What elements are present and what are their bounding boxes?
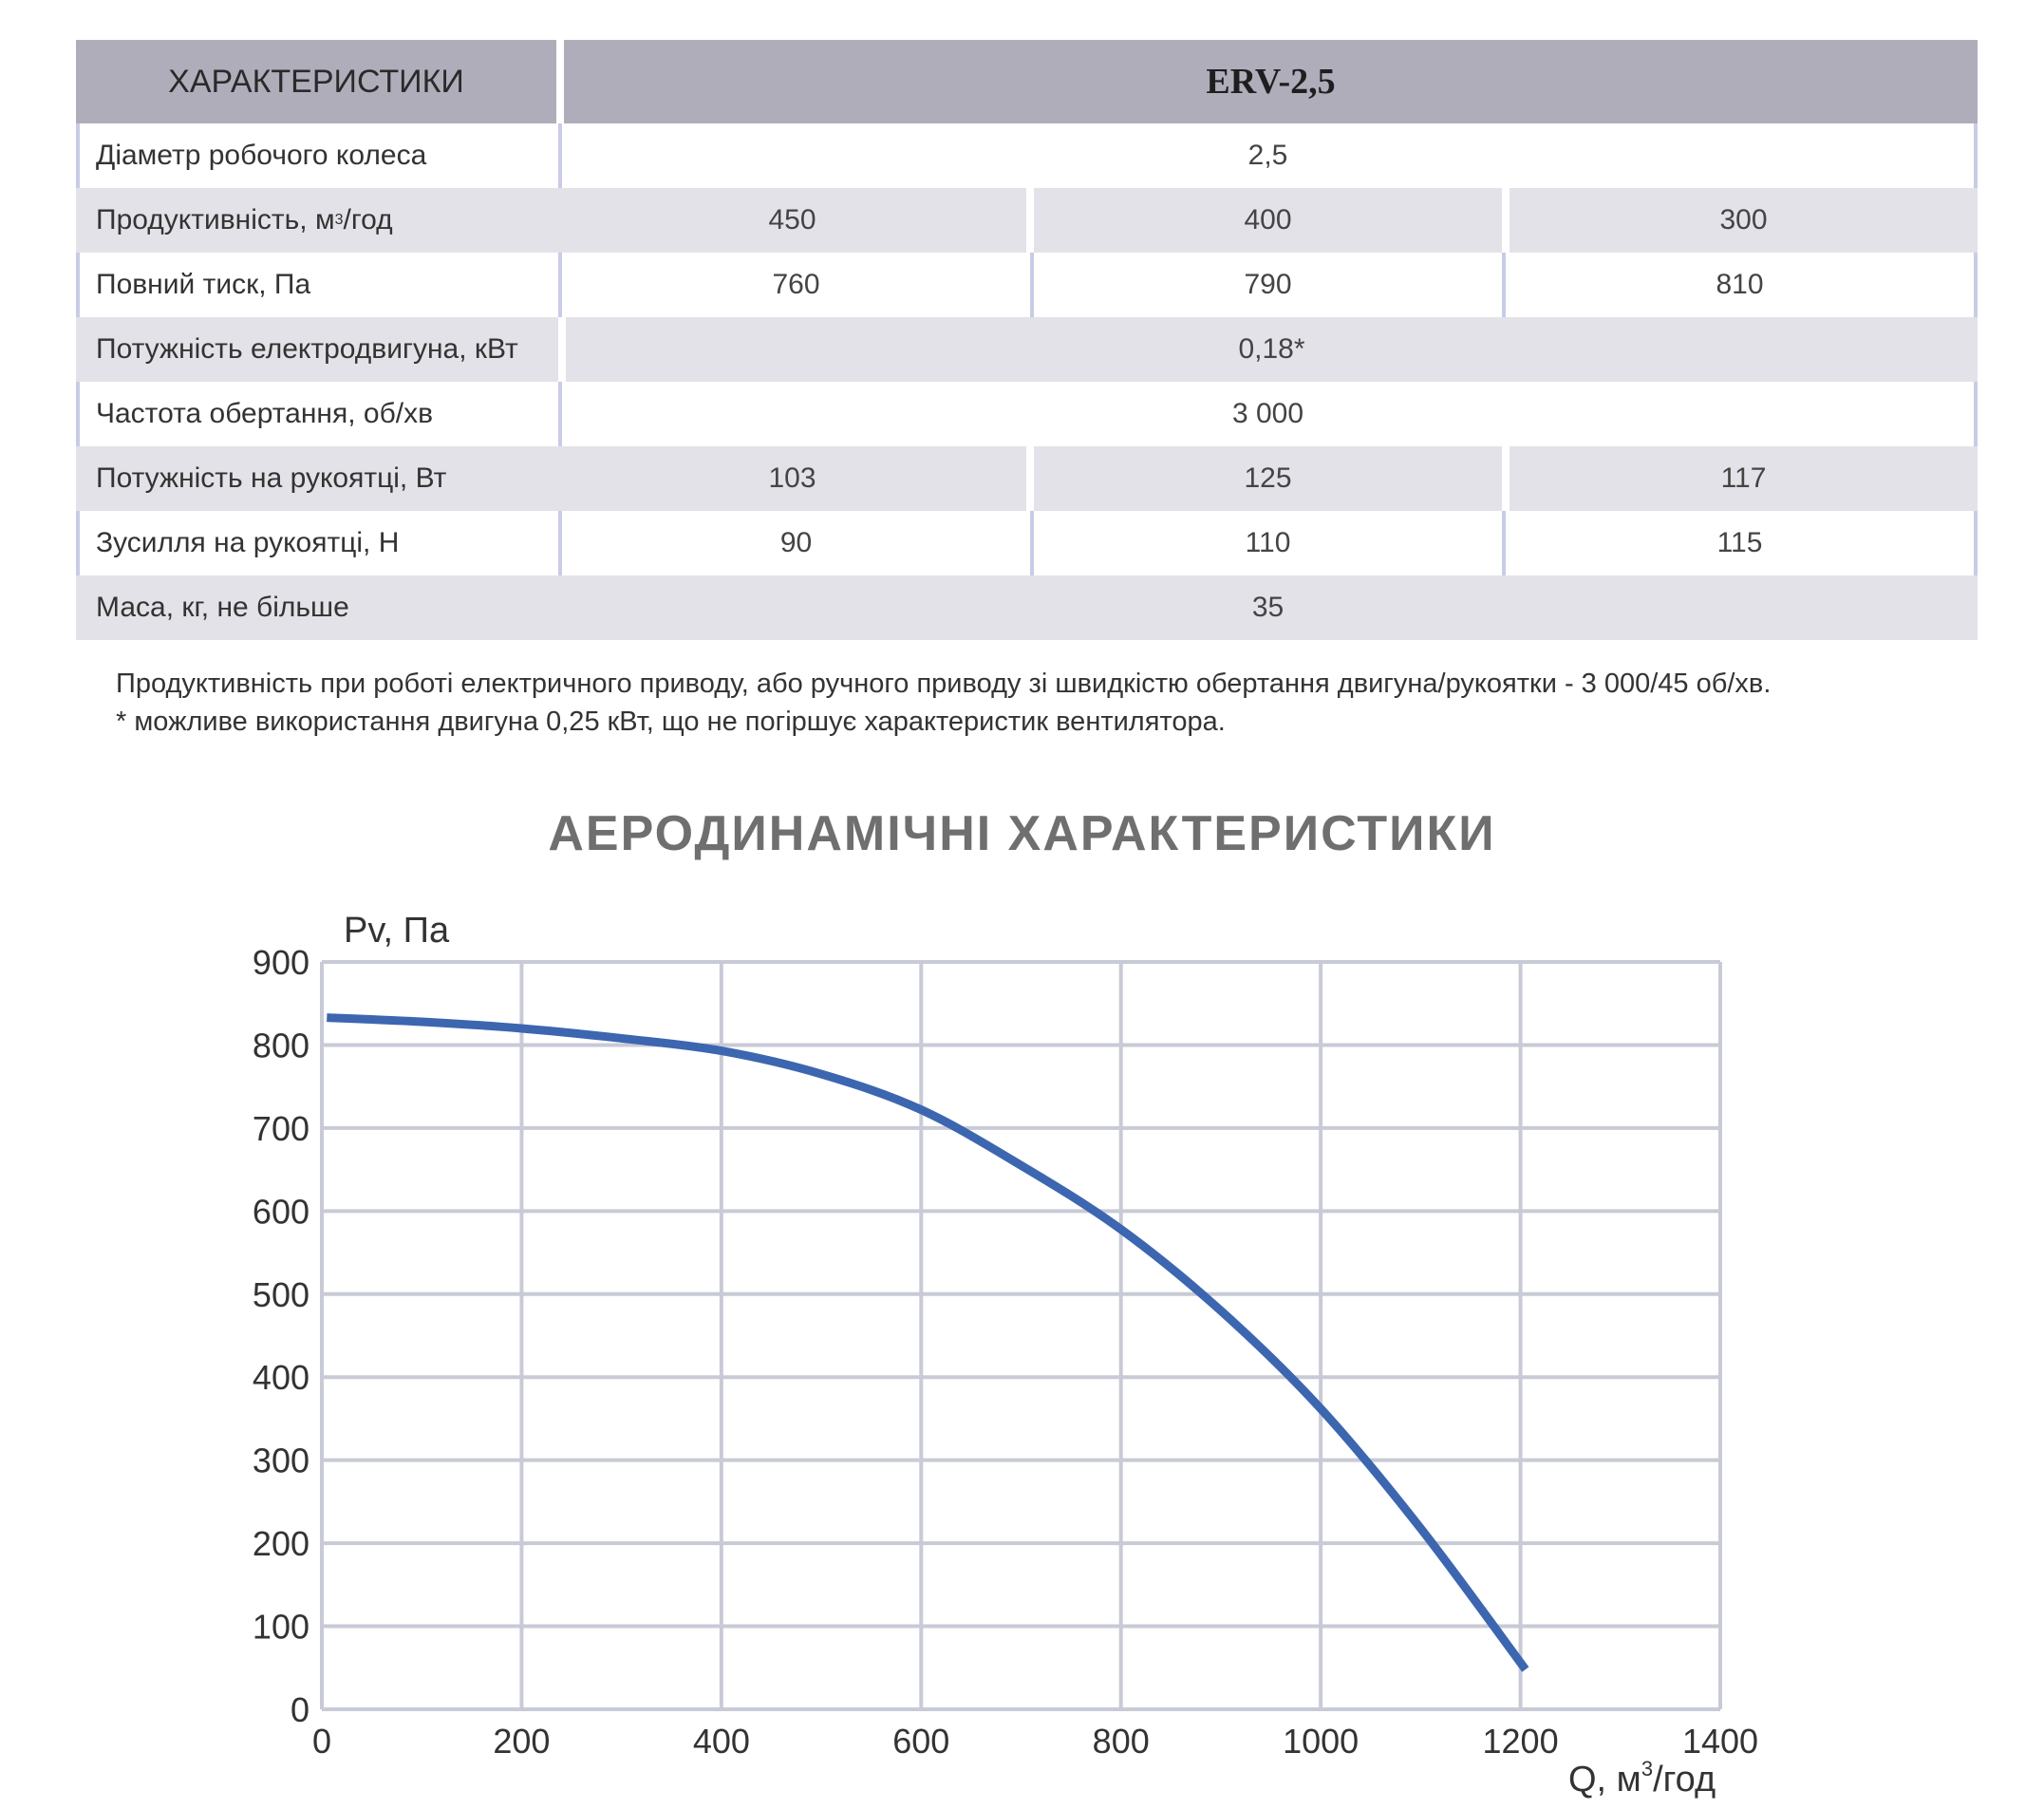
y-axis-label: Pv, Па <box>344 911 450 951</box>
row-label: Маса, кг, не більше <box>76 575 558 640</box>
row-value: 810 <box>1502 253 1978 317</box>
row-label: Зусилля на рукоятці, Н <box>76 511 558 575</box>
footnote-motor: * можливе використання двигуна 0,25 кВт, що не погіршує характеристик вентилятора. <box>116 707 1226 737</box>
row-value: 790 <box>1030 253 1502 317</box>
y-tick-label: 100 <box>252 1607 309 1647</box>
y-tick-label: 600 <box>252 1192 309 1232</box>
y-tick-label: 500 <box>252 1274 309 1314</box>
section-title: АЕРОДИНАМІЧНІ ХАРАКТЕРИСТИКИ <box>548 806 1496 861</box>
y-tick-label: 0 <box>290 1690 309 1729</box>
row-value: 35 <box>558 575 1978 640</box>
row-label: Повний тиск, Па <box>76 253 558 317</box>
x-axis-label: Q, $м^3$/год <box>1568 1757 1716 1800</box>
row-value: 115 <box>1502 511 1978 575</box>
row-value: 103 <box>558 446 1026 511</box>
x-tick-label: 0 <box>311 1722 332 1761</box>
x-tick-label: 200 <box>493 1722 551 1761</box>
x-tick-label: 1200 <box>1482 1722 1559 1761</box>
x-tick-label: 400 <box>692 1722 750 1761</box>
row-value: 110 <box>1030 511 1502 575</box>
row-value: 300 <box>1510 188 1978 253</box>
row-value: 90 <box>558 511 1030 575</box>
row-value: 760 <box>558 253 1030 317</box>
series-line <box>327 1018 1526 1669</box>
row-value: 400 <box>1034 188 1502 253</box>
header-label: ХАРАКТЕРИСТИКИ <box>76 40 556 123</box>
row-value: 125 <box>1034 446 1502 511</box>
chart-grid <box>322 962 1720 1709</box>
x-tick-label: 800 <box>1092 1722 1150 1761</box>
chart-ticks <box>253 943 1758 1761</box>
row-label: Потужність електродвигуна, кВт <box>76 317 558 382</box>
row-label: Частота обертання, об/хв <box>76 382 558 446</box>
row-value: 117 <box>1510 446 1978 511</box>
row-label: Продуктивність, м 3 /год <box>76 188 558 253</box>
y-tick-label: 800 <box>252 1026 309 1065</box>
x-tick-label: 600 <box>892 1722 950 1761</box>
y-tick-label: 300 <box>252 1441 309 1480</box>
row-value: 2,5 <box>558 123 1978 188</box>
y-tick-label: 200 <box>252 1524 309 1564</box>
footnote-performance: Продуктивність при роботі електричного приводу, або ручного приводу зі швидкістю обертання двигуна/рукоятки - 3 000/45 об/хв. <box>116 669 1772 699</box>
y-tick-label: 700 <box>252 1108 309 1148</box>
row-label: Діаметр робочого колеса <box>76 123 558 188</box>
y-tick-label: 400 <box>252 1358 309 1398</box>
y-tick-label: 900 <box>252 943 309 982</box>
x-tick-label: 1400 <box>1681 1722 1759 1761</box>
row-label: Потужність на рукоятці, Вт <box>76 446 558 511</box>
x-tick-label: 1000 <box>1283 1722 1360 1761</box>
row-value: 0,18* <box>566 317 1978 382</box>
row-value: 450 <box>558 188 1026 253</box>
row-value: 3 000 <box>558 382 1978 446</box>
header-model: ERV-2,5 <box>564 40 1978 123</box>
